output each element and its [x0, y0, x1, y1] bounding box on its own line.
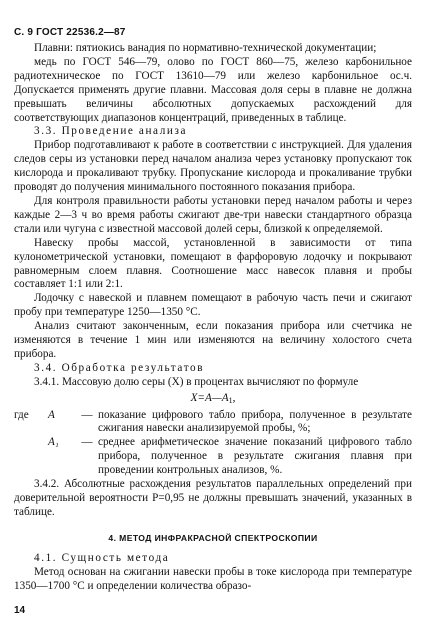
page-number: 14 — [14, 605, 26, 616]
def-a1-text: среднее арифметическое значение показаний цифрового табло прибора, полученное в результате сжигания плавня при проведении контрольных анализов, %. — [98, 436, 412, 477]
paragraph-flux-materials: медь по ГОСТ 546—79, олово по ГОСТ 860—75, железо карбонильное радиотехническое по ГОСТ 13610—79 или железо карбонильное ос.ч. Допускается применять другие плавни. Массовая доля серы в плавне не должна превышать величины абсолютных допускаемых расхождений для соответствующих диапазонов концентраций, приведенных в таблице. — [14, 55, 412, 124]
paragraph-3-4-1: 3.4.1. Массовую долю серы (X) в процентах вычисляют по формуле — [34, 375, 359, 388]
paragraph-method-basis: Метод основан на сжигании навески пробы в токе кислорода при температуре 1350—1700 °С и определении количества образо- — [14, 565, 412, 592]
heading-3-3: 3.3. Проведение анализа — [34, 125, 188, 138]
paragraph-analysis-end: Анализ считают законченным, если показания прибора или счетчика не изменяются в течение 1 мин или изменяются на величину холостого счета прибора. — [14, 320, 412, 360]
def-a1-symbol: A₁ — [48, 436, 59, 449]
def-a-symbol: A — [48, 408, 55, 421]
definition-row-a1 — [14, 436, 412, 478]
document-body — [14, 42, 412, 593]
where-label: где — [14, 408, 29, 421]
formula-subscript: 1 — [228, 395, 233, 405]
definition-row-a — [14, 409, 412, 437]
paragraph-instrument-prep: Прибор подготавливают к работе в соответствии с инструкцией. Для удаления следов серы из установки перед началом анализа через установку пропускают ток кислорода и прокаливают трубку. Пропускание кислорода и прокаливание трубки проводят до получения минимального постоянного показания прибора. — [14, 139, 412, 194]
def-a1-dash: — — [81, 436, 93, 449]
formula — [14, 392, 412, 408]
heading-4-1: 4.1. Сущность метода — [34, 551, 170, 564]
formula-main: X=A—A — [190, 391, 229, 404]
paragraph-boat: Лодочку с навеской и плавнем помещают в рабочую часть печи и сжигают пробу при температуре 1250—1350 °С. — [14, 292, 412, 319]
paragraph-sample-weight: Навеску пробы массой, установленной в зависимости от типа кулонометрической установки, помещают в фарфоровую лодочку и покрывают равномерным слоем плавня. Соотношение масс навесок плавня и пробы составляет 1:1 или 2:1. — [14, 236, 412, 291]
definitions-table — [14, 409, 412, 479]
paragraph-3-4-2: 3.4.2. Абсолютные расхождения результатов параллельных определений при доверительной вероятности P=0,95 не должны превышать значений, указанных в таблице. — [14, 478, 412, 518]
def-a-dash: — — [81, 408, 93, 421]
def-a-text: показание цифрового табло прибора, полученное в результате сжигания навески анализируемой пробы, %; — [98, 408, 412, 435]
paragraph-fluxes: Плавни: пятиокись ванадия по нормативно-технической документации; — [34, 42, 377, 54]
formula-end: , — [232, 391, 236, 404]
page-header: С. 9 ГОСТ 22536.2—87 — [14, 27, 126, 38]
paragraph-control: Для контроля правильности работы установки перед началом работы и через каждые 2—3 ч во время работы сжигают две-три навески стандартного образца стали или чугуна с известной массовой долей серы, близкой к определяемой. — [14, 194, 412, 235]
heading-3-4: 3.4. Обработка результатов — [34, 361, 205, 374]
section-4-title: 4. МЕТОД ИНФРАКРАСНОЙ СПЕКТРОСКОПИИ — [108, 532, 318, 543]
